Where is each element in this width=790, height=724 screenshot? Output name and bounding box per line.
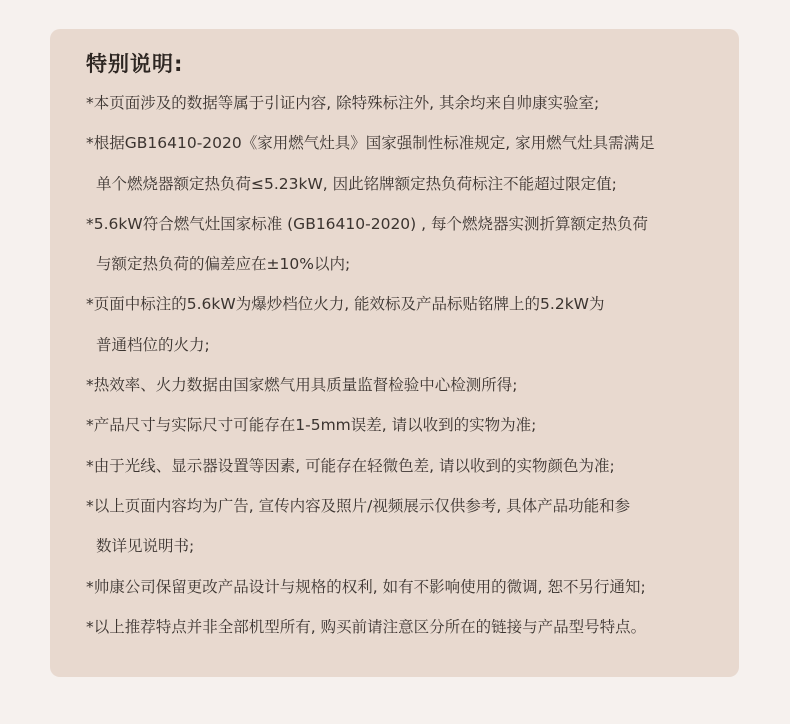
notice-line-continuation: 数详见说明书; — [96, 537, 195, 556]
notice-line: *5.6kW符合燃气灶国家标准 (GB16410-2020) , 每个燃烧器实测折算额定热负荷 — [86, 214, 648, 233]
notice-card — [50, 29, 739, 677]
notice-line-continuation: 普通档位的火力; — [96, 335, 210, 354]
notice-list — [86, 93, 734, 657]
notice-line-continuation: 与额定热负荷的偏差应在±10%以内; — [96, 255, 351, 274]
notice-line: *以上推荐特点并非全部机型所有, 购买前请注意区分所在的链接与产品型号特点。 — [86, 617, 647, 636]
notice-line: *以上页面内容均为广告, 宣传内容及照片/视频展示仅供参考, 具体产品功能和参 — [86, 496, 631, 515]
notice-line: *由于光线、显示器设置等因素, 可能存在轻微色差, 请以收到的实物颜色为准; — [86, 456, 615, 475]
notice-line: *根据GB16410-2020《家用燃气灶具》国家强制性标准规定, 家用燃气灶具需满足 — [86, 134, 655, 153]
notice-title: 特别说明: — [86, 52, 184, 76]
notice-line: *产品尺寸与实际尺寸可能存在1-5mm误差, 请以收到的实物为准; — [86, 416, 537, 435]
notice-line-continuation: 单个燃烧器额定热负荷≤5.23kW, 因此铭牌额定热负荷标注不能超过限定值; — [96, 174, 617, 193]
notice-line: *本页面涉及的数据等属于引证内容, 除特殊标注外, 其余均来自帅康实验室; — [86, 94, 600, 112]
notice-line: *热效率、火力数据由国家燃气用具质量监督检验中心检测所得; — [86, 376, 518, 395]
notice-line: *页面中标注的5.6kW为爆炒档位火力, 能效标及产品标贴铭牌上的5.2kW为 — [86, 295, 605, 314]
notice-line: *帅康公司保留更改产品设计与规格的权利, 如有不影响使用的微调, 恕不另行通知; — [86, 577, 646, 596]
